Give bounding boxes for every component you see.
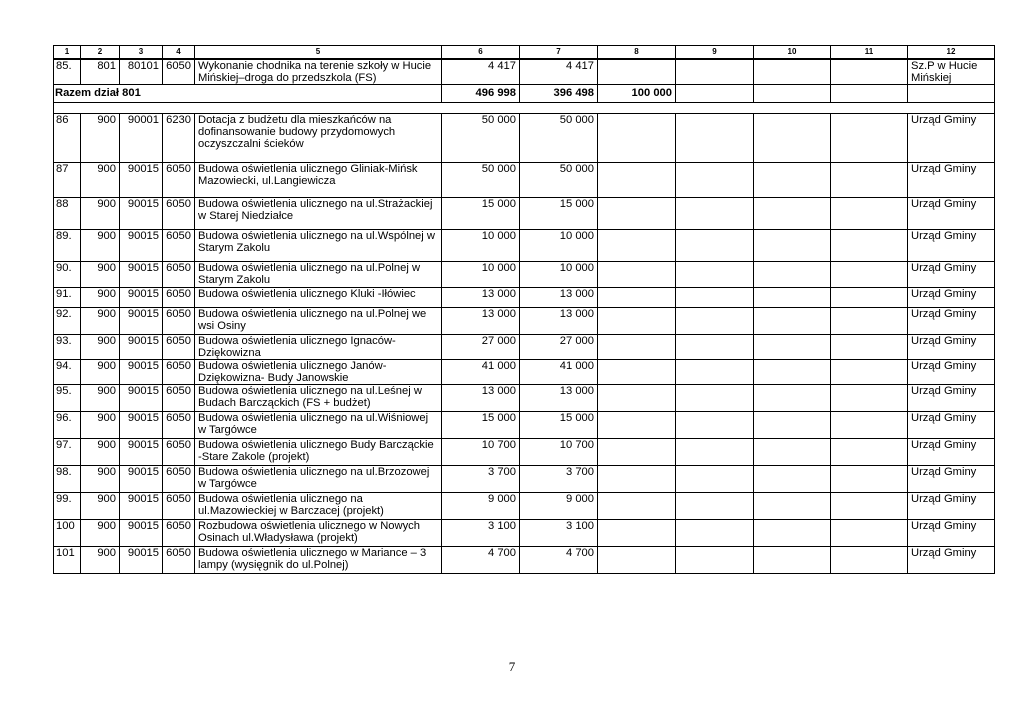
- amount-c8: [598, 334, 676, 359]
- chapter-code: 90015: [120, 519, 163, 546]
- total-row: [54, 84, 995, 102]
- table-row: [54, 359, 995, 384]
- amount-c10: [754, 411, 831, 438]
- chapter-code: 90015: [120, 261, 163, 287]
- amount-c10: [754, 261, 831, 287]
- responsible-unit: Urząd Gminy: [908, 229, 995, 261]
- responsible-unit: Urząd Gminy: [908, 307, 995, 334]
- division-code: 900: [81, 113, 120, 162]
- row-number: 85.: [54, 59, 81, 85]
- amount-c8: [598, 287, 676, 307]
- column-header: 2: [81, 46, 120, 59]
- task-description: Budowa oświetlenia ulicznego Ignaców-Dziękowizna: [195, 334, 442, 359]
- amount-c6: 27 000: [442, 334, 520, 359]
- amount-c11: [831, 438, 908, 465]
- amount-c6: 10 700: [442, 438, 520, 465]
- amount-c6: 15 000: [442, 411, 520, 438]
- paragraph-code: 6050: [163, 197, 195, 229]
- amount-c11: [831, 546, 908, 573]
- task-description: Budowa oświetlenia ulicznego Janów-Dziękowizna- Budy Janowskie: [195, 359, 442, 384]
- spacer-cell: [54, 102, 995, 113]
- chapter-code: 90015: [120, 307, 163, 334]
- amount-c8: [598, 384, 676, 411]
- responsible-unit: Urząd Gminy: [908, 519, 995, 546]
- task-description: Budowa oświetlenia ulicznego na ul.Wiśniowej w Targówce: [195, 411, 442, 438]
- total-label: Razem dział 801: [54, 84, 442, 102]
- amount-c9: [676, 59, 754, 85]
- amount-c7: 13 000: [520, 384, 598, 411]
- amount-c11: [831, 287, 908, 307]
- responsible-unit: Urząd Gminy: [908, 113, 995, 162]
- spacer-row: [54, 102, 995, 113]
- table-row: [54, 287, 995, 307]
- responsible-unit: Urząd Gminy: [908, 197, 995, 229]
- table-row: [54, 384, 995, 411]
- division-code: 900: [81, 492, 120, 519]
- division-code: 900: [81, 519, 120, 546]
- amount-c8: [598, 261, 676, 287]
- amount-c10: [754, 113, 831, 162]
- amount-c6: 13 000: [442, 307, 520, 334]
- paragraph-code: 6230: [163, 113, 195, 162]
- chapter-code: 90015: [120, 492, 163, 519]
- page-number: 7: [508, 659, 516, 674]
- amount-c10: [754, 162, 831, 197]
- table-row: [54, 197, 995, 229]
- chapter-code: 90015: [120, 438, 163, 465]
- amount-c9: [676, 411, 754, 438]
- amount-c10: [754, 492, 831, 519]
- paragraph-code: 6050: [163, 465, 195, 492]
- division-code: 900: [81, 307, 120, 334]
- task-description: Budowa oświetlenia ulicznego na ul.Polnej we wsi Osiny: [195, 307, 442, 334]
- amount-c10: [754, 84, 831, 102]
- paragraph-code: 6050: [163, 438, 195, 465]
- chapter-code: 90015: [120, 334, 163, 359]
- table-row: [54, 438, 995, 465]
- amount-c10: [754, 519, 831, 546]
- table-row: [54, 334, 995, 359]
- paragraph-code: 6050: [163, 384, 195, 411]
- paragraph-code: 6050: [163, 411, 195, 438]
- row-number: 89.: [54, 229, 81, 261]
- column-header: 3: [120, 46, 163, 59]
- row-number: 98.: [54, 465, 81, 492]
- division-code: 900: [81, 411, 120, 438]
- responsible-unit: Urząd Gminy: [908, 411, 995, 438]
- paragraph-code: 6050: [163, 307, 195, 334]
- amount-c7: 9 000: [520, 492, 598, 519]
- amount-c9: [676, 287, 754, 307]
- task-description: Budowa oświetlenia ulicznego na ul.Wspólnej w Starym Zakolu: [195, 229, 442, 261]
- column-header: 4: [163, 46, 195, 59]
- division-code: 900: [81, 384, 120, 411]
- amount-c9: [676, 84, 754, 102]
- responsible-unit: Sz.P w Hucie Mińskiej: [908, 59, 995, 85]
- column-header: 1: [54, 46, 81, 59]
- table-row: [54, 411, 995, 438]
- row-number: 95.: [54, 384, 81, 411]
- paragraph-code: 6050: [163, 287, 195, 307]
- responsible-unit: Urząd Gminy: [908, 162, 995, 197]
- amount-c6: 41 000: [442, 359, 520, 384]
- chapter-code: 90015: [120, 359, 163, 384]
- amount-c10: [754, 334, 831, 359]
- table-row: [54, 546, 995, 573]
- amount-c7: 50 000: [520, 162, 598, 197]
- row-number: 87: [54, 162, 81, 197]
- amount-c11: [831, 113, 908, 162]
- budget-table: [53, 45, 995, 574]
- chapter-code: 80101: [120, 59, 163, 85]
- amount-c9: [676, 546, 754, 573]
- row-number: 93.: [54, 334, 81, 359]
- amount-c11: [831, 384, 908, 411]
- amount-c7: 3 700: [520, 465, 598, 492]
- amount-c8: [598, 307, 676, 334]
- amount-c11: [831, 359, 908, 384]
- amount-c8: [598, 197, 676, 229]
- amount-c9: [676, 113, 754, 162]
- amount-c8: 100 000: [598, 84, 676, 102]
- task-description: Budowa oświetlenia ulicznego w Mariance – 3 lampy (wysięgnik do ul.Polnej): [195, 546, 442, 573]
- amount-c8: [598, 113, 676, 162]
- chapter-code: 90015: [120, 229, 163, 261]
- table-row: [54, 307, 995, 334]
- amount-c6: 10 000: [442, 229, 520, 261]
- paragraph-code: 6050: [163, 546, 195, 573]
- task-description: Budowa oświetlenia ulicznego Gliniak-Mińsk Mazowiecki, ul.Langiewicza: [195, 162, 442, 197]
- amount-c7: 13 000: [520, 307, 598, 334]
- amount-c6: 13 000: [442, 384, 520, 411]
- amount-c9: [676, 307, 754, 334]
- amount-c9: [676, 334, 754, 359]
- amount-c6: 3 700: [442, 465, 520, 492]
- amount-c7: 15 000: [520, 411, 598, 438]
- column-header: 6: [442, 46, 520, 59]
- amount-c11: [831, 162, 908, 197]
- amount-c10: [754, 465, 831, 492]
- responsible-unit: Urząd Gminy: [908, 334, 995, 359]
- amount-c9: [676, 359, 754, 384]
- amount-c7: 10 000: [520, 261, 598, 287]
- column-header-row: [54, 46, 995, 59]
- division-code: 900: [81, 287, 120, 307]
- division-code: 801: [81, 59, 120, 85]
- paragraph-code: 6050: [163, 229, 195, 261]
- responsible-unit: Urząd Gminy: [908, 438, 995, 465]
- amount-c10: [754, 359, 831, 384]
- table-row: [54, 59, 995, 85]
- amount-c7: 27 000: [520, 334, 598, 359]
- responsible-unit: Urząd Gminy: [908, 261, 995, 287]
- amount-c8: [598, 519, 676, 546]
- amount-c6: 50 000: [442, 162, 520, 197]
- column-header: 5: [195, 46, 442, 59]
- table-row: [54, 229, 995, 261]
- amount-c6: 15 000: [442, 197, 520, 229]
- amount-c8: [598, 162, 676, 197]
- amount-c11: [831, 465, 908, 492]
- task-description: Rozbudowa oświetlenia ulicznego w Nowych Osinach ul.Władysława (projekt): [195, 519, 442, 546]
- amount-c9: [676, 492, 754, 519]
- row-number: 91.: [54, 287, 81, 307]
- amount-c9: [676, 197, 754, 229]
- column-header: 7: [520, 46, 598, 59]
- amount-c8: [598, 438, 676, 465]
- paragraph-code: 6050: [163, 492, 195, 519]
- division-code: 900: [81, 334, 120, 359]
- amount-c7: 15 000: [520, 197, 598, 229]
- chapter-code: 90001: [120, 113, 163, 162]
- amount-c9: [676, 438, 754, 465]
- task-description: Budowa oświetlenia ulicznego Kluki -Iłówiec: [195, 287, 442, 307]
- amount-c11: [831, 229, 908, 261]
- amount-c6: 4 417: [442, 59, 520, 85]
- amount-c6: 13 000: [442, 287, 520, 307]
- paragraph-code: 6050: [163, 334, 195, 359]
- chapter-code: 90015: [120, 384, 163, 411]
- amount-c7: 4 700: [520, 546, 598, 573]
- amount-c11: [831, 197, 908, 229]
- amount-c10: [754, 384, 831, 411]
- chapter-code: 90015: [120, 162, 163, 197]
- amount-c11: [831, 411, 908, 438]
- table-body: [54, 46, 995, 574]
- task-description: Budowa oświetlenia ulicznego na ul.Mazowieckiej w Barczacej (projekt): [195, 492, 442, 519]
- amount-c9: [676, 162, 754, 197]
- row-number: 96.: [54, 411, 81, 438]
- amount-c10: [754, 438, 831, 465]
- amount-c7: 50 000: [520, 113, 598, 162]
- row-number: 101: [54, 546, 81, 573]
- task-description: Budowa oświetlenia ulicznego na ul.Brzozowej w Targówce: [195, 465, 442, 492]
- paragraph-code: 6050: [163, 261, 195, 287]
- amount-c6: 50 000: [442, 113, 520, 162]
- chapter-code: 90015: [120, 465, 163, 492]
- division-code: 900: [81, 546, 120, 573]
- amount-c10: [754, 307, 831, 334]
- amount-c11: [831, 84, 908, 102]
- amount-c8: [598, 59, 676, 85]
- row-number: 100: [54, 519, 81, 546]
- column-header: 8: [598, 46, 676, 59]
- division-code: 900: [81, 438, 120, 465]
- amount-c11: [831, 334, 908, 359]
- amount-c7: 10 000: [520, 229, 598, 261]
- division-code: 900: [81, 162, 120, 197]
- responsible-unit: Urząd Gminy: [908, 546, 995, 573]
- table-row: [54, 261, 995, 287]
- task-description: Dotacja z budżetu dla mieszkańców na dofinansowanie budowy przydomowych oczyszczalni ścieków: [195, 113, 442, 162]
- row-number: 90.: [54, 261, 81, 287]
- amount-c6: 10 000: [442, 261, 520, 287]
- amount-c8: [598, 411, 676, 438]
- amount-c6: 4 700: [442, 546, 520, 573]
- chapter-code: 90015: [120, 287, 163, 307]
- amount-c7: 4 417: [520, 59, 598, 85]
- task-description: Budowa oświetlenia ulicznego na ul.Polnej w Starym Zakolu: [195, 261, 442, 287]
- row-number: 86: [54, 113, 81, 162]
- division-code: 900: [81, 359, 120, 384]
- amount-c7: 13 000: [520, 287, 598, 307]
- paragraph-code: 6050: [163, 519, 195, 546]
- amount-c10: [754, 197, 831, 229]
- row-number: 99.: [54, 492, 81, 519]
- column-header: 10: [754, 46, 831, 59]
- table-row: [54, 519, 995, 546]
- table-row: [54, 492, 995, 519]
- amount-c9: [676, 519, 754, 546]
- amount-c8: [598, 465, 676, 492]
- row-number: 97.: [54, 438, 81, 465]
- amount-c11: [831, 307, 908, 334]
- amount-c10: [754, 229, 831, 261]
- amount-c11: [831, 519, 908, 546]
- task-description: Budowa oświetlenia ulicznego Budy Barcząckie -Stare Zakole (projekt): [195, 438, 442, 465]
- responsible-unit: [908, 84, 995, 102]
- amount-c11: [831, 492, 908, 519]
- table-row: [54, 465, 995, 492]
- column-header: 11: [831, 46, 908, 59]
- column-header: 9: [676, 46, 754, 59]
- responsible-unit: Urząd Gminy: [908, 492, 995, 519]
- paragraph-code: 6050: [163, 359, 195, 384]
- amount-c11: [831, 261, 908, 287]
- amount-c6: 3 100: [442, 519, 520, 546]
- row-number: 88: [54, 197, 81, 229]
- responsible-unit: Urząd Gminy: [908, 287, 995, 307]
- chapter-code: 90015: [120, 546, 163, 573]
- amount-c7: 41 000: [520, 359, 598, 384]
- amount-c10: [754, 59, 831, 85]
- amount-c7: 3 100: [520, 519, 598, 546]
- amount-c6: 496 998: [442, 84, 520, 102]
- task-description: Budowa oświetlenia ulicznego na ul.Leśnej w Budach Barcząckich (FS + budżet): [195, 384, 442, 411]
- chapter-code: 90015: [120, 197, 163, 229]
- division-code: 900: [81, 261, 120, 287]
- amount-c11: [831, 59, 908, 85]
- row-number: 92.: [54, 307, 81, 334]
- task-description: Budowa oświetlenia ulicznego na ul.Strażackiej w Starej Niedziałce: [195, 197, 442, 229]
- responsible-unit: Urząd Gminy: [908, 465, 995, 492]
- division-code: 900: [81, 465, 120, 492]
- responsible-unit: Urząd Gminy: [908, 359, 995, 384]
- division-code: 900: [81, 229, 120, 261]
- amount-c8: [598, 492, 676, 519]
- amount-c8: [598, 229, 676, 261]
- amount-c9: [676, 261, 754, 287]
- chapter-code: 90015: [120, 411, 163, 438]
- division-code: 900: [81, 197, 120, 229]
- amount-c7: 396 498: [520, 84, 598, 102]
- amount-c8: [598, 546, 676, 573]
- amount-c10: [754, 546, 831, 573]
- column-header: 12: [908, 46, 995, 59]
- amount-c10: [754, 287, 831, 307]
- paragraph-code: 6050: [163, 59, 195, 85]
- row-number: 94.: [54, 359, 81, 384]
- amount-c9: [676, 229, 754, 261]
- budget-table-container: [53, 45, 995, 574]
- amount-c9: [676, 465, 754, 492]
- amount-c8: [598, 359, 676, 384]
- table-row: [54, 113, 995, 162]
- amount-c7: 10 700: [520, 438, 598, 465]
- amount-c9: [676, 384, 754, 411]
- task-description: Wykonanie chodnika na terenie szkoły w Hucie Mińskiej–droga do przedszkola (FS): [195, 59, 442, 85]
- paragraph-code: 6050: [163, 162, 195, 197]
- amount-c6: 9 000: [442, 492, 520, 519]
- table-row: [54, 162, 995, 197]
- responsible-unit: Urząd Gminy: [908, 384, 995, 411]
